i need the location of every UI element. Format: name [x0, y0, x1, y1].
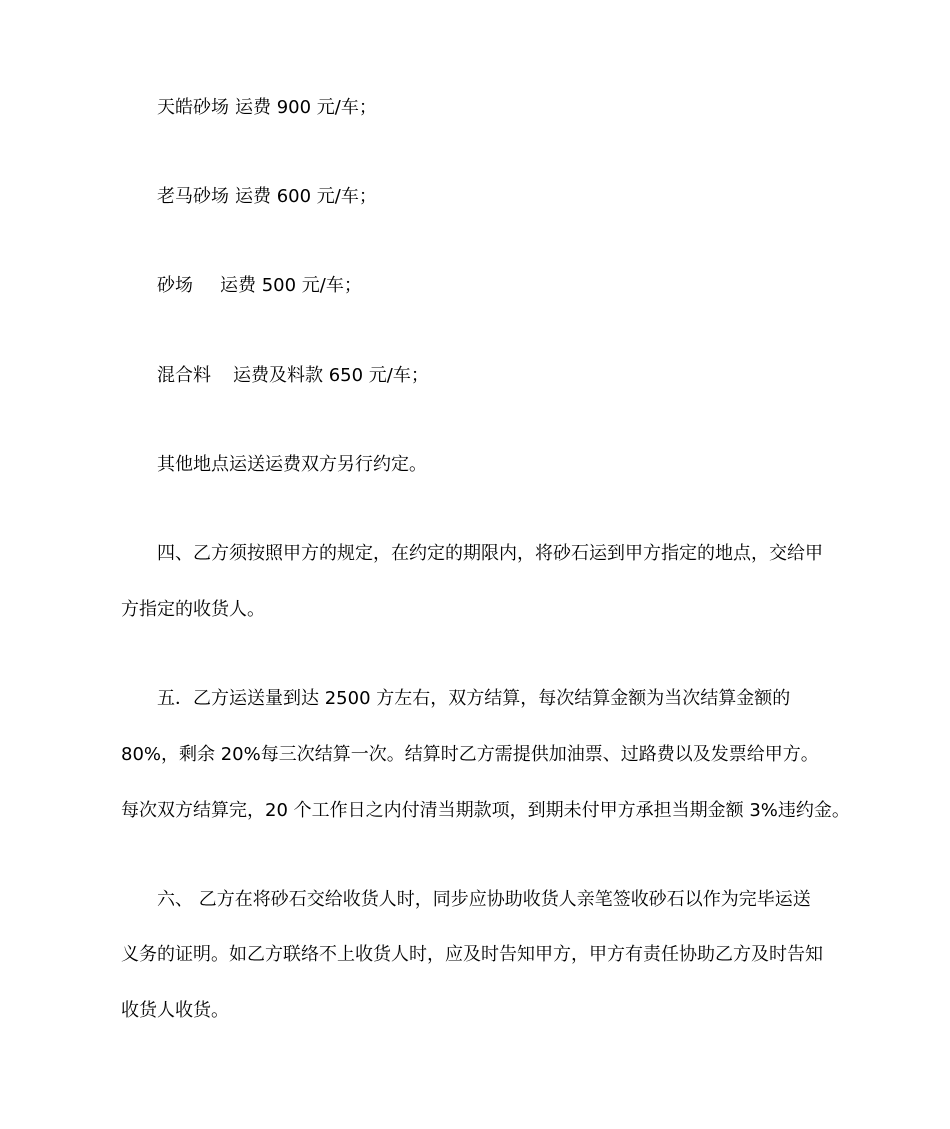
other-note: 其他地点运送运费双方另行约定。 [157, 454, 427, 475]
clause-6-line-3: 收货人收货。 [121, 1000, 229, 1021]
rate-fee: 运费及料款 650 元/车； [233, 365, 429, 386]
rate-fee: 运费 500 元/车； [220, 275, 362, 296]
rate-line-laoma [157, 186, 377, 208]
rate-place: 砂场 [157, 275, 193, 296]
clause-6-line-1: 六、 乙方在将砂石交给收货人时，同步应协助收货人亲笔签收砂石以作为完毕运送 [157, 889, 811, 910]
clause-6-line-2: 义务的证明。如乙方联络不上收货人时，应及时告知甲方，甲方有责任协助乙方及时告知 [121, 944, 823, 965]
rate-place: 天皓砂场 [157, 97, 229, 118]
clause-4-line-2: 方指定的收货人。 [121, 599, 265, 620]
rate-line-sandfield [157, 275, 362, 297]
rate-line-mixed [157, 365, 429, 387]
clause-5-line-3: 每次双方结算完，20 个工作日之内付清当期款项，到期未付甲方承担当期金额 3%违约金。 [121, 800, 850, 821]
clause-5-line-2: 80%，剩余 20%每三次结算一次。结算时乙方需提供加油票、过路费以及发票给甲方。 [121, 744, 819, 765]
rate-place: 老马砂场 [157, 186, 229, 207]
rate-place: 混合料 [157, 365, 211, 386]
clause-4-line-1: 四、乙方须按照甲方的规定，在约定的期限内，将砂石运到甲方指定的地点，交给甲 [157, 543, 823, 564]
rate-fee: 运费 600 元/车； [235, 186, 377, 207]
rate-fee: 运费 900 元/车； [235, 97, 377, 118]
clause-5-line-1: 五．乙方运送量到达 2500 方左右，双方结算，每次结算金额为当次结算金额的 [157, 688, 791, 709]
rate-line-tianhao [157, 97, 377, 119]
